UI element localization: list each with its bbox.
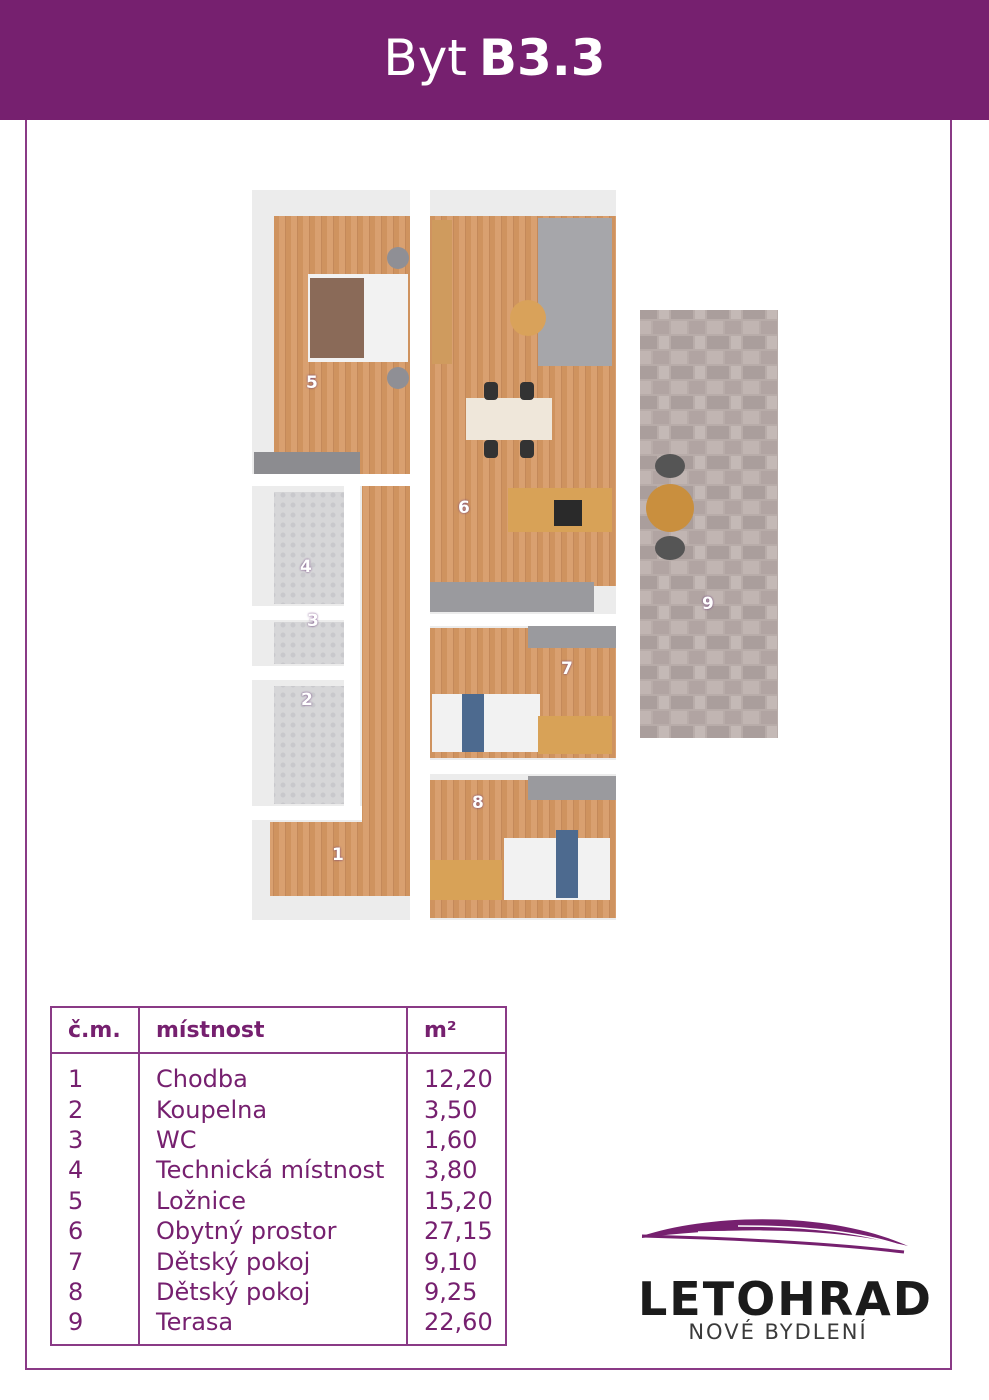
row-num: 2 xyxy=(68,1095,84,1124)
row-num: 1 xyxy=(68,1065,84,1094)
wardrobe xyxy=(254,452,360,474)
room-number-1: 1 xyxy=(332,845,344,865)
floor-plan-drawing xyxy=(238,170,778,942)
room-number-3: 3 xyxy=(307,611,319,631)
page-title xyxy=(0,0,989,120)
row-room: Obytný prostor xyxy=(139,1216,407,1246)
row-area: 9,25 xyxy=(424,1277,478,1306)
room-number-5: 5 xyxy=(306,373,318,393)
row-num: 3 xyxy=(68,1125,84,1154)
room-number-8: 8 xyxy=(472,793,484,813)
dining-table xyxy=(466,398,552,440)
table-row xyxy=(51,1125,506,1155)
terrace-table xyxy=(646,484,694,532)
table-row xyxy=(51,1277,506,1307)
row-num: 7 xyxy=(68,1247,84,1276)
row-room: Ložnice xyxy=(139,1186,407,1216)
row-num: 9 xyxy=(68,1308,84,1337)
row-area: 27,15 xyxy=(424,1217,493,1246)
table-row xyxy=(51,1216,506,1246)
technical-floor xyxy=(274,492,344,604)
room-number-2: 2 xyxy=(301,690,313,710)
room-number-4: 4 xyxy=(300,557,312,577)
row-area: 3,50 xyxy=(424,1095,478,1124)
row-room: Koupelna xyxy=(139,1094,407,1124)
row-area: 15,20 xyxy=(424,1186,493,1215)
row-room: Terasa xyxy=(139,1307,407,1344)
desk-room-8 xyxy=(430,860,502,900)
logo-swoosh xyxy=(638,1212,918,1272)
desk-room-7 xyxy=(538,716,612,754)
row-area: 22,60 xyxy=(424,1308,493,1337)
header-num: č.m. xyxy=(51,1007,139,1053)
row-area: 12,20 xyxy=(424,1065,493,1094)
row-area: 1,60 xyxy=(424,1125,478,1154)
row-num: 5 xyxy=(68,1186,84,1215)
room-area-table xyxy=(50,1006,507,1346)
row-num: 8 xyxy=(68,1277,84,1306)
room-number-9: 9 xyxy=(702,594,714,614)
table-row xyxy=(51,1053,506,1094)
floor-plan xyxy=(238,170,778,942)
row-area: 3,80 xyxy=(424,1156,478,1185)
header-area: m² xyxy=(407,1007,506,1053)
sofa xyxy=(538,218,612,366)
table-row xyxy=(51,1186,506,1216)
row-area: 9,10 xyxy=(424,1247,478,1276)
table-header-row xyxy=(51,1007,506,1053)
table-row xyxy=(51,1094,506,1124)
kitchen-counter xyxy=(424,582,594,612)
row-room: Dětský pokoj xyxy=(139,1246,407,1276)
row-room: Technická místnost xyxy=(139,1155,407,1185)
room-number-6: 6 xyxy=(458,498,470,518)
row-room: Dětský pokoj xyxy=(139,1277,407,1307)
row-num: 4 xyxy=(68,1156,84,1185)
table-row xyxy=(51,1246,506,1276)
title-prefix: Byt xyxy=(383,29,467,87)
logo-tagline: NOVÉ BYDLENÍ xyxy=(688,1320,868,1344)
letohrad-logo xyxy=(638,1212,933,1352)
bed-room-7 xyxy=(432,694,540,752)
table-row xyxy=(51,1155,506,1185)
row-room: WC xyxy=(139,1125,407,1155)
logo-name: LETOHRAD xyxy=(638,1272,933,1326)
row-num: 6 xyxy=(68,1217,84,1246)
header-bar xyxy=(0,0,989,120)
apartment-code: B3.3 xyxy=(478,29,606,87)
header-room: místnost xyxy=(139,1007,407,1053)
room-number-7: 7 xyxy=(561,659,573,679)
table-row xyxy=(51,1307,506,1344)
row-room: Chodba xyxy=(139,1053,407,1094)
